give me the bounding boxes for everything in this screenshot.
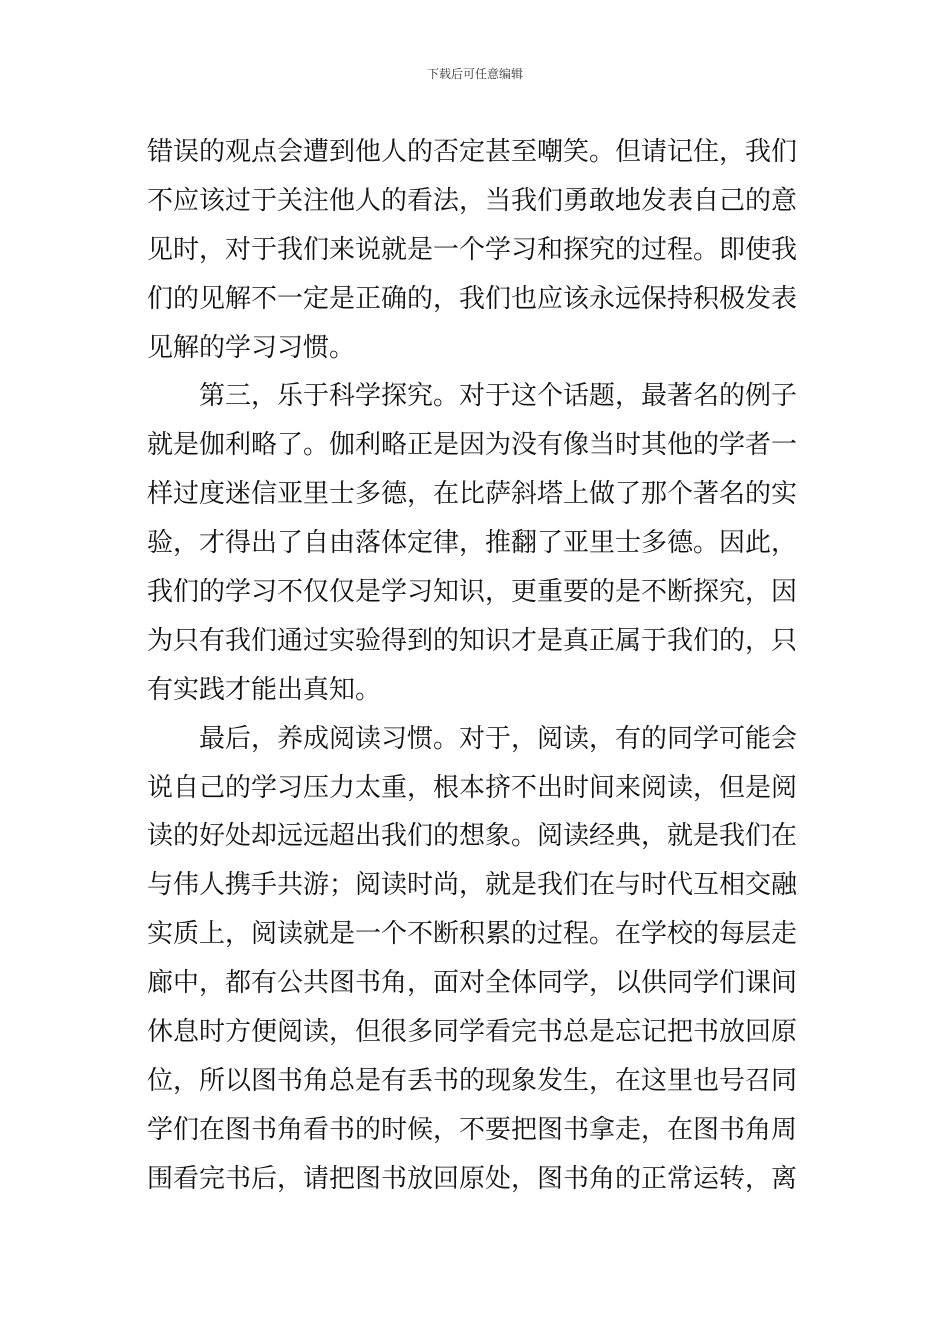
text-line: 与伟人携手共游；阅读时尚，就是我们在与时代互相交融 <box>147 870 798 901</box>
text-line: 学们在图书角看书的时候，不要把图书拿走，在图书角周 <box>147 1114 798 1145</box>
text-line: 围看完书后，请把图书放回原处，图书角的正常运转，离 <box>147 1163 798 1194</box>
text-line: 们的见解不一定是正确的，我们也应该永远保持积极发表 <box>147 283 798 314</box>
text-line: 位，所以图书角总是有丢书的现象发生，在这里也号召同 <box>147 1065 798 1096</box>
text-line: 我们的学习不仅仅是学习知识，更重要的是不断探究，因 <box>147 577 798 608</box>
text-line: 不应该过于关注他人的看法，当我们勇敢地发表自己的意 <box>147 185 798 216</box>
text-line: 说自己的学习压力太重，根本挤不出时间来阅读，但是阅 <box>147 772 798 803</box>
text-line: 验，才得出了自由落体定律，推翻了亚里士多德。因此， <box>147 528 798 559</box>
text-line: 休息时方便阅读，但很多同学看完书总是忘记把书放回原 <box>147 1017 798 1048</box>
text-line: 廊中，都有公共图书角，面对全体同学，以供同学们课间 <box>147 968 798 999</box>
text-line: 就是伽利略了。伽利略正是因为没有像当时其他的学者一 <box>147 430 798 461</box>
text-line: 有实践才能出真知。 <box>147 674 382 705</box>
text-line: 样过度迷信亚里士多德，在比萨斜塔上做了那个著名的实 <box>147 479 798 510</box>
text-line: 错误的观点会遭到他人的否定甚至嘲笑。但请记住，我们 <box>147 137 798 167</box>
text-line: 读的好处却远远超出我们的想象。阅读经典，就是我们在 <box>147 821 798 852</box>
paragraph-first-line: 最后，养成阅读习惯。对于，阅读，有的同学可能会 <box>199 723 798 754</box>
text-line: 见解的学习习惯。 <box>147 332 356 363</box>
paragraph-first-line: 第三，乐于科学探究。对于这个话题，最著名的例子 <box>199 381 798 412</box>
text-line: 为只有我们通过实验得到的知识才是真正属于我们的，只 <box>147 625 798 656</box>
document-body <box>147 128 807 1204</box>
page-header: 下载后可任意编辑 <box>426 67 523 81</box>
text-line: 实质上，阅读就是一个不断积累的过程。在学校的每层走 <box>147 919 798 950</box>
text-line: 见时，对于我们来说就是一个学习和探究的过程。即使我 <box>147 234 798 265</box>
